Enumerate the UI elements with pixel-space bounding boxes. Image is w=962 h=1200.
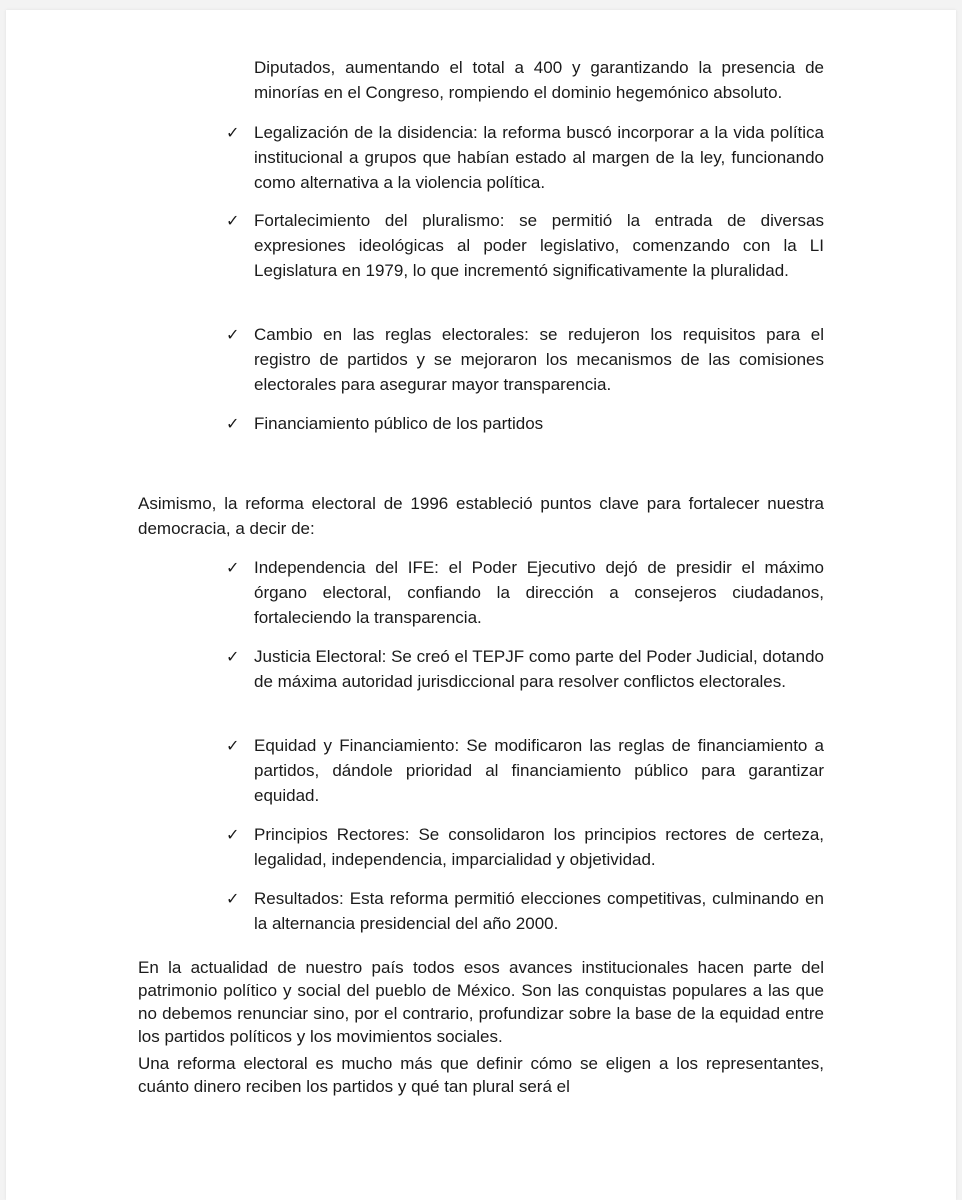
- list-item-reglas-electorales: Cambio en las reglas electorales: se redujeron los requisitos para el registro de partidos y se mejoraron los mecanismos de las comisiones electorales para asegurar mayor transparencia.: [254, 325, 824, 394]
- intro-1996-paragraph: Asimismo, la reforma electoral de 1996 estableció puntos clave para fortalecer nuestra democracia, a decir de:: [138, 494, 824, 538]
- list-item-pluralismo: Fortalecimiento del pluralismo: se permitió la entrada de diversas expresiones ideológicas al poder legislativo, comenzando con la LI Legislatura en 1979, lo que incrementó significativamente la pluralidad.: [254, 211, 824, 280]
- list-item-financiamiento: Financiamiento público de los partidos: [254, 414, 544, 433]
- check-icon: ✓: [226, 736, 240, 755]
- check-icon: ✓: [226, 123, 240, 142]
- list-item-equidad: Equidad y Financiamiento: Se modificaron las reglas de financiamiento a partidos, dándole prioridad al financiamiento público para garantizar equidad.: [254, 736, 824, 805]
- check-icon: ✓: [226, 558, 240, 577]
- list-item-justicia-electoral: Justicia Electoral: Se creó el TEPJF como parte del Poder Judicial, dotando de máxima autoridad jurisdiccional para resolver conflictos electorales.: [254, 647, 824, 691]
- check-icon: ✓: [226, 211, 240, 230]
- paragraph-reforma: Una reforma electoral es mucho más que definir cómo se eligen a los representantes, cuánto dinero reciben los partidos y qué tan plural será el: [138, 1054, 824, 1096]
- check-icon: ✓: [226, 647, 240, 666]
- list-item-principios-rectores: Principios Rectores: Se consolidaron los principios rectores de certeza, legalidad, independencia, imparcialidad y objetividad.: [254, 825, 824, 869]
- list-item-continuation: Diputados, aumentando el total a 400 y garantizando la presencia de minorías en el Congreso, rompiendo el dominio hegemónico absoluto.: [254, 58, 824, 102]
- check-icon: ✓: [226, 825, 240, 844]
- paragraph-actualidad: En la actualidad de nuestro país todos esos avances institucionales hacen parte del patrimonio político y social del pueblo de México. Son las conquistas populares a las que no debemos renunciar sino, por el contrario, profundizar sobre la base de la equidad entre los partidos políticos y los movimientos sociales.: [138, 958, 824, 1046]
- check-icon: ✓: [226, 325, 240, 344]
- check-icon: ✓: [226, 414, 240, 433]
- list-item-resultados: Resultados: Esta reforma permitió elecciones competitivas, culminando en la alternancia presidencial del año 2000.: [254, 889, 824, 933]
- list-item-independencia-ife: Independencia del IFE: el Poder Ejecutivo dejó de presidir el máximo órgano electoral, confiando la dirección a consejeros ciudadanos, fortaleciendo la transparencia.: [254, 558, 824, 627]
- list-item-legalizacion: Legalización de la disidencia: la reforma buscó incorporar a la vida política institucional a grupos que habían estado al margen de la ley, funcionando como alternativa a la violencia política.: [254, 123, 824, 192]
- check-icon: ✓: [226, 889, 240, 908]
